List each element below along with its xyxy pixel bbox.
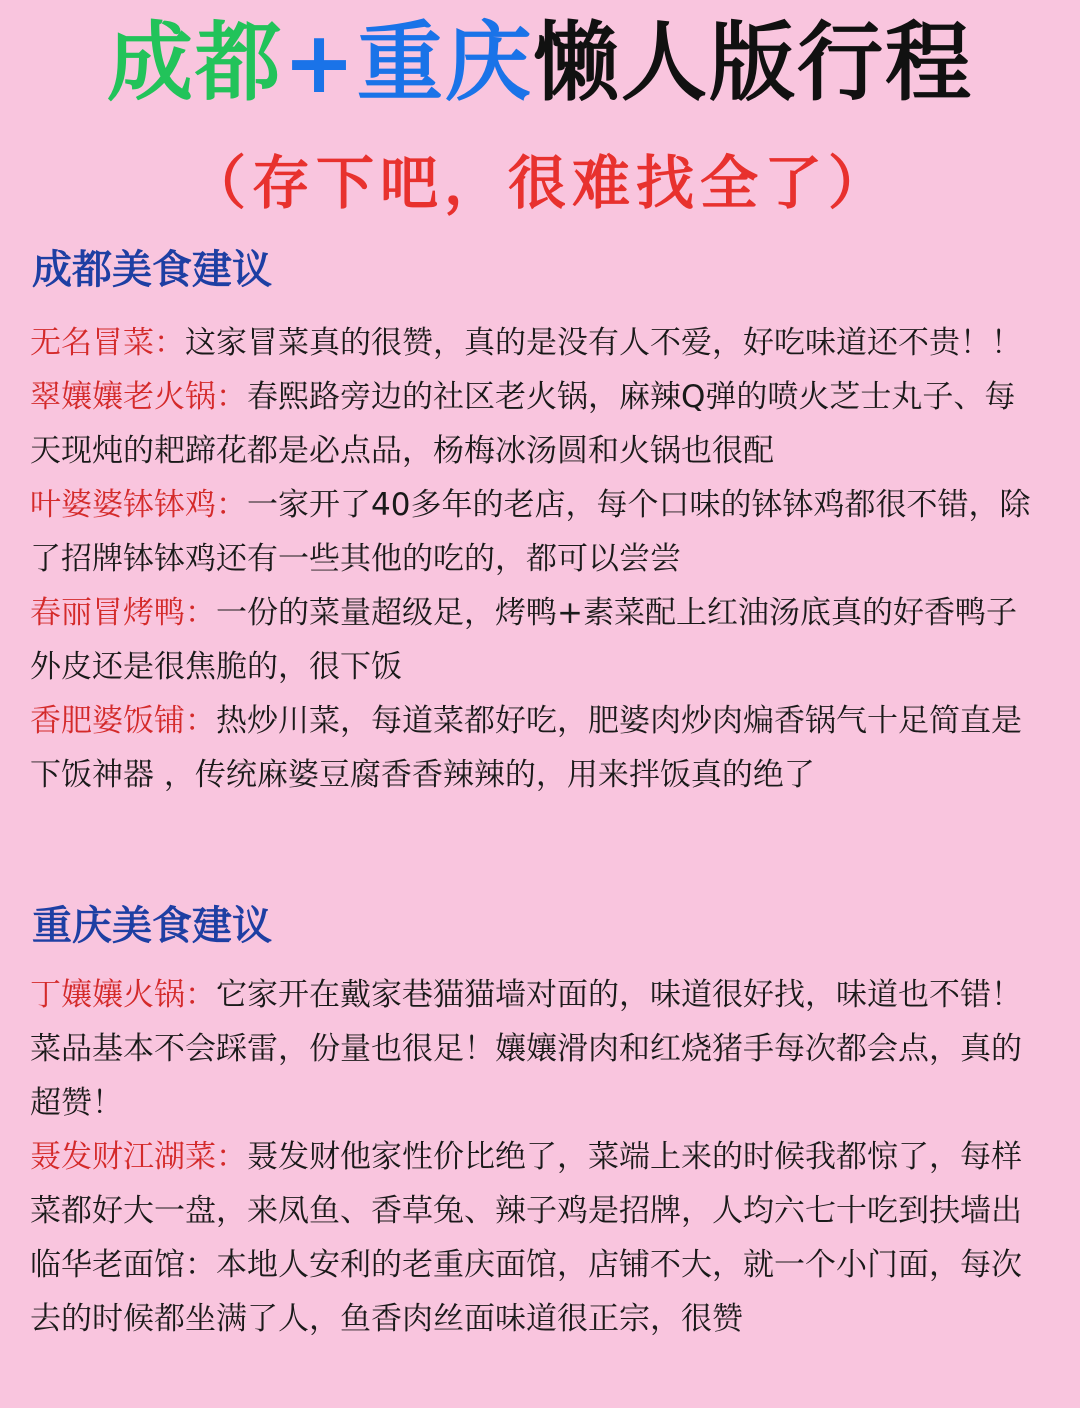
name-separator: ：: [154, 325, 185, 361]
page-subtitle: （存下吧，很难找全了）: [187, 149, 892, 217]
name-separator: ：: [185, 1247, 216, 1283]
section-heading-chongqing: 重庆美食建议: [32, 903, 272, 949]
list-item: [30, 586, 1040, 694]
restaurant-name: 春丽冒烤鸭: [30, 595, 185, 631]
name-separator: ：: [216, 1139, 247, 1175]
restaurant-description: 一家开了40多年的老店，每个口味的钵钵鸡都很不错，除了招牌钵钵鸡还有一些其他的吃的，都可以尝尝: [30, 487, 1031, 577]
chongqing-food-list: [30, 968, 1040, 1346]
restaurant-name: 聂发财江湖菜: [30, 1139, 216, 1175]
restaurant-description: 春熙路旁边的社区老火锅，麻辣Q弹的喷火芝士丸子、每天现炖的耙蹄花都是必点品，杨梅冰汤圆和火锅也很配: [30, 379, 1016, 469]
restaurant-description: 一份的菜量超级足，烤鸭+素菜配上红油汤底真的好香鸭子外皮还是很焦脆的，很下饭: [30, 595, 1017, 685]
name-separator: ：: [185, 977, 216, 1013]
restaurant-name: 临华老面馆: [30, 1247, 185, 1283]
name-separator: ：: [216, 487, 247, 523]
title-part-chongqing: +重庆: [282, 13, 534, 113]
restaurant-name: 叶婆婆钵钵鸡: [30, 487, 216, 523]
restaurant-name: 丁孃孃火锅: [30, 977, 185, 1013]
list-item: [30, 968, 1040, 1130]
list-item: [30, 316, 1040, 370]
restaurant-description: 热炒川菜，每道菜都好吃，肥婆肉炒肉煸香锅气十足简直是下饭神器 ，传统麻婆豆腐香香辣辣的，用来拌饭真的绝了: [30, 703, 1022, 793]
name-separator: ：: [185, 595, 216, 631]
list-item: [30, 694, 1040, 802]
list-item: [30, 1238, 1040, 1346]
restaurant-description: 本地人安利的老重庆面馆，店铺不大，就一个小门面，每次去的时候都坐满了人，鱼香肉丝面味道很正宗，很赞: [30, 1247, 1022, 1337]
list-item: [30, 1130, 1040, 1238]
restaurant-description: 这家冒菜真的很赞，真的是没有人不爱，好吃味道还不贵！！: [185, 325, 1022, 361]
restaurant-description: 它家开在戴家巷猫猫墙对面的，味道很好找，味道也不错！菜品基本不会踩雷，份量也很足！孃孃滑肉和红烧猪手每次都会点，真的超赞！: [30, 977, 1022, 1121]
page-title: [0, 8, 1080, 118]
title-part-itinerary: 懒人版行程: [533, 13, 974, 113]
restaurant-name: 香肥婆饭铺: [30, 703, 185, 739]
title-part-chengdu: 成都: [106, 13, 283, 113]
restaurant-name: 翠孃孃老火锅: [30, 379, 216, 415]
list-item: [30, 370, 1040, 478]
restaurant-name: 无名冒菜: [30, 325, 154, 361]
list-item: [30, 478, 1040, 586]
section-heading-chengdu: 成都美食建议: [32, 247, 272, 293]
restaurant-description: 聂发财他家性价比绝了，菜端上来的时候我都惊了，每样菜都好大一盘，来凤鱼、香草兔、辣子鸡是招牌，人均六七十吃到扶墙出: [30, 1139, 1022, 1229]
name-separator: ：: [185, 703, 216, 739]
chengdu-food-list: [30, 316, 1040, 802]
name-separator: ：: [216, 379, 247, 415]
